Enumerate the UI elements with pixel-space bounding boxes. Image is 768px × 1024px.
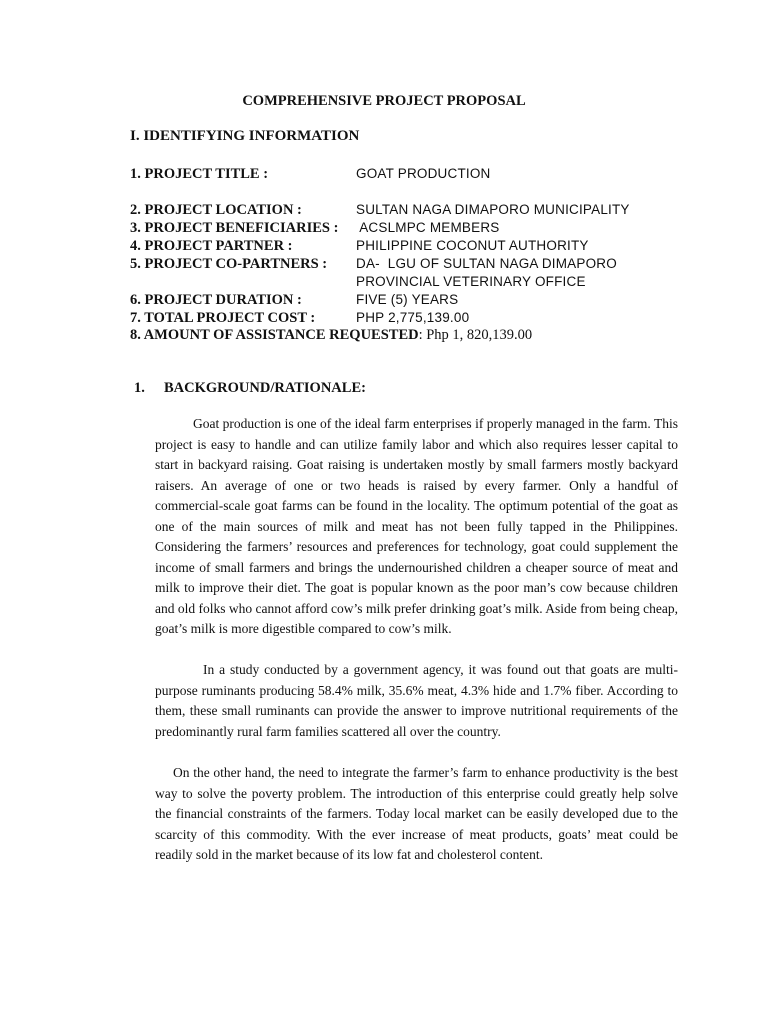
info-label: 8. AMOUNT OF ASSISTANCE REQUESTED: [130, 327, 419, 343]
info-value: SULTAN NAGA DIMAPORO MUNICIPALITY: [356, 202, 630, 217]
info-value: GOAT PRODUCTION: [356, 166, 491, 181]
document-title: COMPREHENSIVE PROJECT PROPOSAL: [242, 93, 526, 109]
info-value: FIVE (5) YEARS: [356, 292, 459, 307]
info-value: DA- LGU OF SULTAN NAGA DIMAPORO: [356, 256, 617, 271]
info-label: 2. PROJECT LOCATION :: [130, 202, 302, 218]
info-label: 5. PROJECT CO-PARTNERS :: [130, 256, 328, 272]
info-label: 1. PROJECT TITLE :: [130, 166, 269, 182]
info-value: ACSLMPC MEMBERS: [356, 220, 500, 235]
info-value: PROVINCIAL VETERINARY OFFICE: [356, 274, 586, 289]
section-number: 1.: [134, 380, 145, 396]
paragraph: On the other hand, the need to integrate the farmer’s farm to enhance productivity is the best way to solve the poverty problem. The introduction of this enterprise could greatly help solve the financial constraints of the farmers. Today local market can be easily developed due to the scarcity of this commodity. With the ever increase of meat products, goats’ meat could be readily sold in the market because of its low fat and cholesterol content.: [155, 765, 678, 862]
paragraph: Goat production is one of the ideal farm enterprises if properly managed in the farm. This project is easy to handle and can utilize family labor and which also requires lesser capital to start in backyard raising. Goat raising is undertaken mostly by small farmers mostly backyard raisers. An average of one or two heads is raised by every farmer. Only a handful of commercial-scale goat farms can be found in the locality. The optimum potential of the goat as one of the main sources of milk and meat has not been fully tapped in the Philippines. Considering the farmers’ resources and preferences for technology, goat could supplement the income of small farmers and brings the undernourished children a cheaper source of meat and milk to improve their diet. The goat is popular known as the poor man’s cow because children and old folks who cannot afford cow’s milk prefer drinking goat’s milk. Aside from being cheap, goat’s milk is more digestible compared to cow’s milk.: [155, 416, 678, 636]
section-heading-identifying-information: I. IDENTIFYING INFORMATION: [130, 128, 360, 144]
section-heading-background: [134, 380, 366, 397]
paragraph: In a study conducted by a government agency, it was found out that goats are multi-purpose ruminants producing 58.4% milk, 35.6% meat, 4.3% hide and 1.7% fiber. According to them, these small ruminants can provide the answer to improve nutritional requirements of the predominantly rural farm families scattered all over the country.: [155, 662, 678, 739]
info-label: 3. PROJECT BENEFICIARIES :: [130, 220, 339, 236]
info-label: 4. PROJECT PARTNER :: [130, 238, 293, 254]
info-label: 6. PROJECT DURATION :: [130, 292, 302, 308]
info-value: PHP 2,775,139.00: [356, 310, 470, 325]
info-value: : Php 1, 820,139.00: [418, 327, 533, 343]
info-row-amount-of-assistance: [130, 326, 532, 344]
section-heading-text: BACKGROUND/RATIONALE:: [164, 380, 366, 396]
info-label: 7. TOTAL PROJECT COST :: [130, 310, 316, 326]
info-value: PHILIPPINE COCONUT AUTHORITY: [356, 238, 589, 253]
